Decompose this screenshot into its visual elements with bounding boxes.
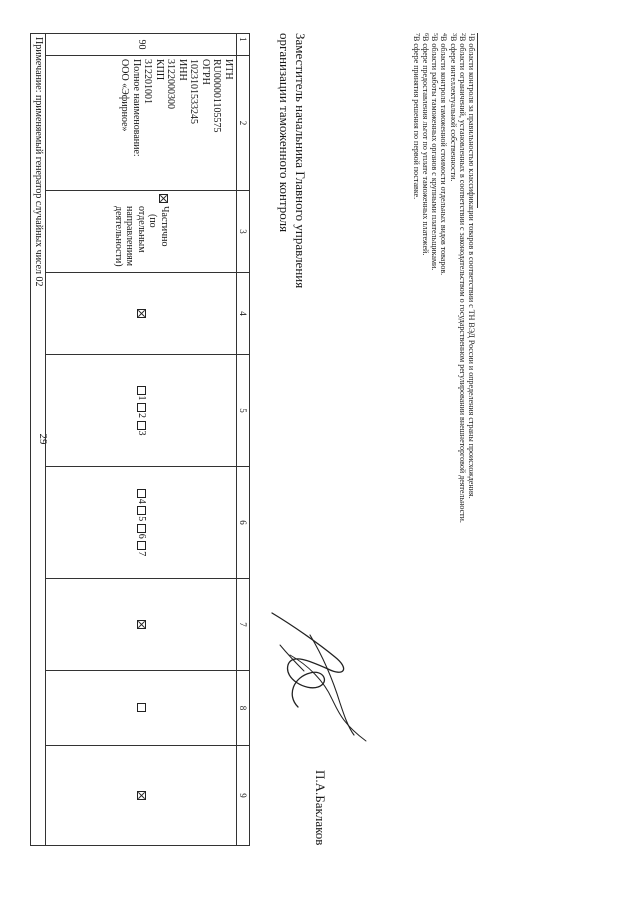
signatory-title-line: организации таможенного контроля [276,33,292,233]
table-note: Примечание: применяемый генератор случайных чисел 02 [31,34,46,846]
col8-checkbox[interactable] [137,703,146,712]
col-num-3: 3 [237,191,250,273]
scope-cell [46,191,237,273]
handwritten-signature [250,595,390,745]
detail-line: ООО «Эфирное» [119,59,131,132]
col6-cell [46,467,237,579]
col5-cell [46,355,237,467]
footnotes [412,33,476,593]
option-label: 6 [135,533,147,539]
option-checkbox-3[interactable] [137,421,146,430]
option-label: 1 [135,395,147,401]
footnote: $^2$В области ограничений, установленных в соответствии с законодательством о государственном регулировании внешнеторговой деятельности. [457,33,467,523]
note-row [31,34,46,846]
partial-label-line: деятельности) [112,206,124,267]
detail-line: RU000001105575 [211,59,223,133]
col-num-9: 9 [237,746,250,846]
detail-line: 312201001 [142,59,154,104]
footnote: $^7$В сфере принятия решения по первой поставке. [411,33,421,200]
partial-checkbox[interactable] [159,194,168,203]
detail-line: Полное наименование: [131,59,142,157]
col-num-6: 6 [237,467,250,579]
footnote: $^6$В сфере предоставления льгот по уплате таможенных платежей. [420,33,430,256]
col-num-7: 7 [237,579,250,671]
partial-label-line: отдельным [135,206,147,253]
option-label: 5 [135,516,147,522]
option-label: 7 [135,551,147,557]
signatory-title-line: Заместитель начальника Главного управления [293,33,308,289]
col-num-1: 1 [237,34,250,56]
detail-line: ОГРН [200,59,211,85]
footnote: $^4$В области контроля таможенной стоимости отдельных видов товаров. [439,33,449,276]
option-checkbox-5[interactable] [137,506,146,515]
partial-label [112,206,170,267]
col-num-5: 5 [237,355,250,467]
option-label: 3 [135,430,147,436]
col7-cell [46,579,237,671]
column-number-row [237,34,250,846]
option-checkbox-1[interactable] [137,386,146,395]
col-num-8: 8 [237,671,250,746]
col-num-4: 4 [237,273,250,355]
footnote: $^3$В сфере интеллектуальной собственности. [448,33,458,182]
col9-cell [46,746,237,846]
option-checkbox-7[interactable] [137,541,146,550]
table-row [46,34,237,846]
signatory-name: П.А.Баклаков [313,770,328,846]
col4-cell [46,273,237,355]
col7-checkbox[interactable] [137,620,146,629]
option-label: 4 [135,498,147,504]
partial-label-line: Частично [158,206,170,247]
option-checkbox-6[interactable] [137,524,146,533]
row-number: 90 [46,34,237,56]
detail-line: ИТН [223,59,234,80]
option-label: 2 [135,413,147,418]
detail-line: КПП [154,59,165,81]
col6-options [136,489,147,557]
detail-line: 1023101533245 [188,59,200,124]
col9-checkbox[interactable] [137,791,146,800]
inspection-table [30,33,250,846]
option-checkbox-2[interactable] [137,403,146,412]
signatory-title [276,33,309,363]
organization-details [46,56,237,191]
detail-line: 3122000300 [165,59,177,109]
col-num-2: 2 [237,56,250,191]
partial-label-line: (по [147,214,159,228]
col8-cell [46,671,237,746]
page-number: 29 [37,433,49,445]
col4-checkbox[interactable] [137,309,146,318]
partial-label-line: направлениям [124,206,136,267]
footnote-divider [477,33,478,208]
footnote: $^1$В области контроля за правильностью классификации товаров в соответствии с ТН ВЭД России и определения страны происхождения. [467,33,476,499]
option-checkbox-4[interactable] [137,489,146,498]
col5-options [136,386,147,436]
footnote: $^5$В области работы таможенных органов с крупными плательщиками. [430,33,440,271]
detail-line: ИНН [177,59,188,81]
